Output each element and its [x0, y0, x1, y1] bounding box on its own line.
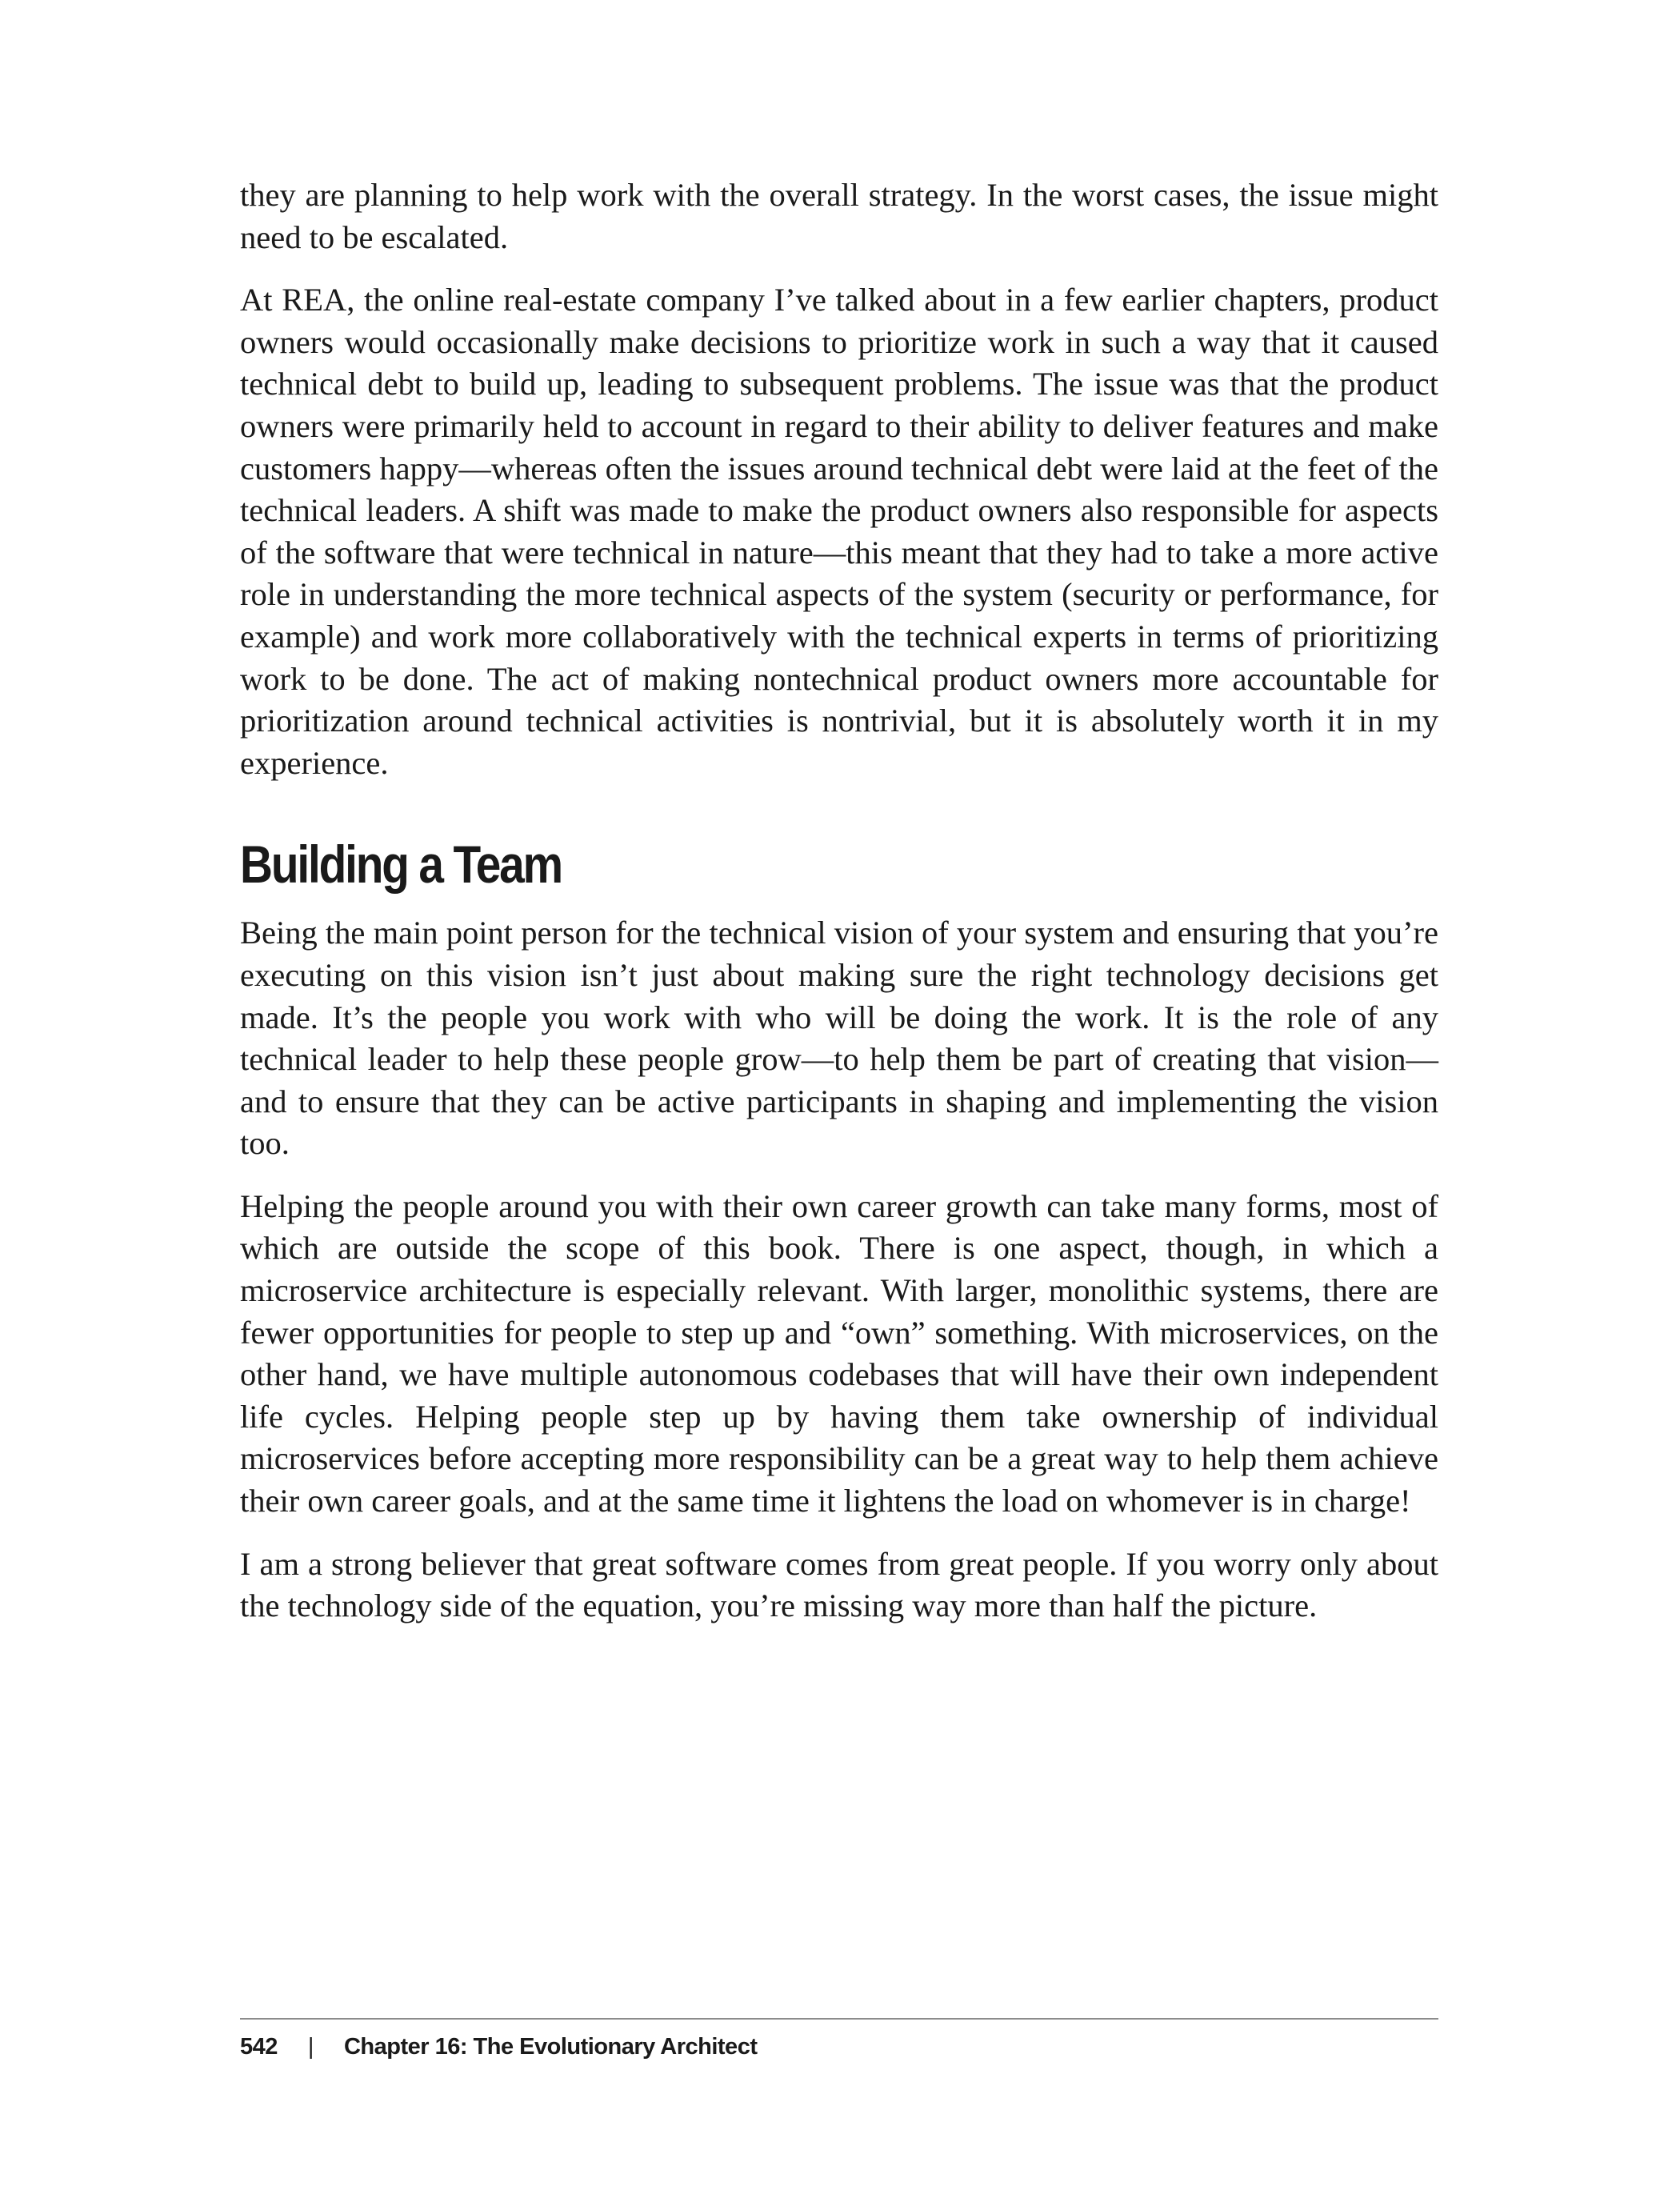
footer-separator: |	[307, 2034, 314, 2060]
body-paragraph: Being the main point person for the technical vision of your system and ensuring that you’re executing on this vision isn’t just about making sure the right technology decisions get made. It’s the people you work with who will be doing the work. It is the role of any technical leader to help these people grow—to help them be part of creating that vision—and to ensure that they can be active participants in shaping and implementing the vision too.	[240, 915, 1438, 1162]
chapter-title: Chapter 16: The Evolutionary Architect	[343, 2034, 758, 2060]
body-paragraph: Helping the people around you with their own career growth can take many forms, most of which are outside the scope of this book. There is one aspect, though, in which a microservice architecture is especially relevant. With larger, monolithic systems, there are fewer opportunities for people to step up and “own” something. With microservices, on the other hand, we have multiple autonomous codebases that will have their own independent life cycles. Helping people step up by having them take ownership of individual microservices before accepting more responsibility can be a great way to help them achieve their own career goals, and at the same time it lightens the load on whomever is in charge!	[240, 1187, 1438, 1519]
body-paragraph: they are planning to help work with the overall strategy. In the worst cases, the issue might need to be escalated.	[240, 177, 1438, 255]
page-content	[240, 174, 1438, 1648]
page-number: 542	[240, 2034, 278, 2060]
body-paragraph: At REA, the online real-estate company I’ve talked about in a few earlier chapters, product owners would occasionally make decisions to prioritize work in such a way that it caused technical debt to build up, leading to subsequent problems. The issue was that the product owners were primarily held to account in regard to their ability to deliver features and make customers happy—whereas often the issues around technical debt were laid at the feet of the technical leaders. A shift was made to make the product owners also responsible for aspects of the software that were technical in nature—this meant that they had to take a more active role in understanding the more technical aspects of the system (security or performance, for example) and work more collaboratively with the technical experts in terms of prioritizing work to be done. The act of making nontechnical product owners more accountable for prioritization around technical activities is nontrivial, but it is absolutely worth it in my experience.	[240, 282, 1438, 781]
section-heading: Building a Team	[240, 835, 562, 895]
body-paragraph: I am a strong believer that great software comes from great people. If you worry only about the technology side of the equation, you’re missing way more than half the picture.	[240, 1545, 1438, 1624]
page-footer	[240, 2018, 1438, 2063]
